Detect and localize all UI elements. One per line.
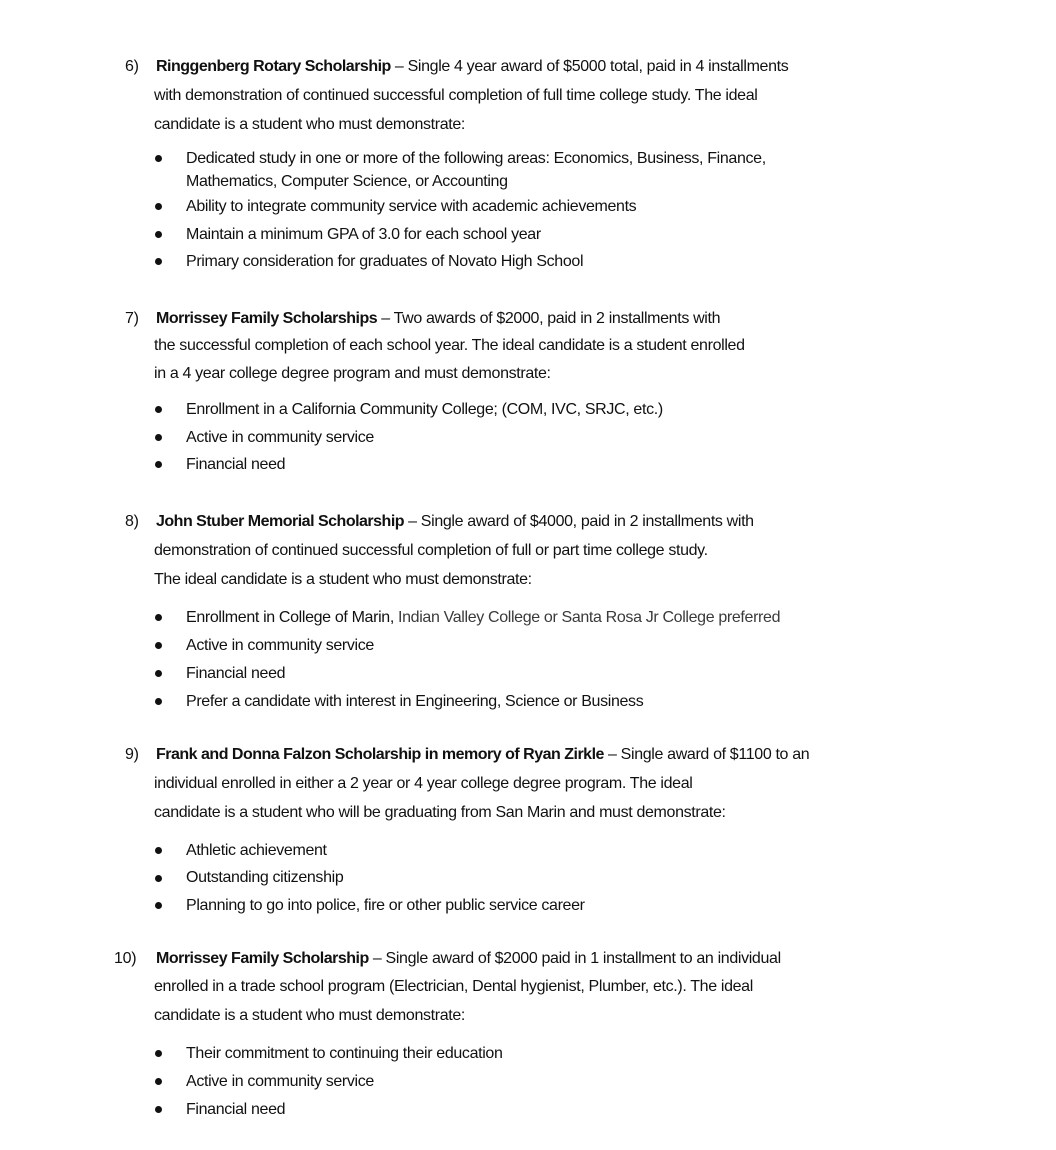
scholarship-heading [156, 512, 754, 532]
item-number: 10) [114, 950, 137, 967]
bullet-icon [155, 847, 162, 854]
description-line: – Single 4 year award of $5000 total, paid in 4 installments [394, 58, 789, 75]
description-line: demonstration of continued successful completion of full or part time college study. [154, 542, 708, 559]
scholarship-name: Morrissey Family Scholarship [156, 950, 369, 967]
scholarship-heading [156, 57, 788, 77]
item-number: 9) [125, 746, 139, 763]
description-line: candidate is a student who must demonstrate: [154, 1007, 466, 1024]
criteria-item: Active in community service [186, 637, 374, 654]
bullet-icon [155, 1106, 162, 1113]
criteria-item: Planning to go into police, fire or other public service career [186, 897, 585, 914]
bullet-icon [155, 902, 162, 909]
description-line: individual enrolled in either a 2 year or 4 year college degree program. The ideal [154, 775, 693, 792]
bullet-icon [155, 231, 162, 238]
description-line: The ideal candidate is a student who must demonstrate: [154, 571, 532, 588]
scholarship-heading [156, 949, 781, 969]
item-number: 8) [125, 513, 139, 530]
bullet-icon [155, 642, 162, 649]
bullet-icon [155, 698, 162, 705]
description-line: candidate is a student who will be graduating from San Marin and must demonstrate: [154, 804, 726, 821]
scholarship-name: Ringgenberg Rotary Scholarship [156, 58, 391, 75]
description-line: in a 4 year college degree program and must demonstrate: [154, 365, 551, 382]
criteria-item: Athletic achievement [186, 842, 327, 859]
scholarship-name: Morrissey Family Scholarships [156, 310, 378, 327]
criteria-text: Enrollment in College of Marin, [186, 609, 399, 626]
criteria-item: Ability to integrate community service with academic achievements [186, 198, 637, 215]
criteria-item: Dedicated study in one or more of the following areas: Economics, Business, Finance, [186, 150, 766, 167]
criteria-item: Outstanding citizenship [186, 869, 344, 886]
criteria-item: Their commitment to continuing their education [186, 1045, 503, 1062]
item-number: 7) [125, 310, 139, 327]
criteria-item: Primary consideration for graduates of Novato High School [186, 253, 584, 270]
bullet-icon [155, 1050, 162, 1057]
bullet-icon [155, 155, 162, 162]
criteria-item [186, 608, 780, 628]
criteria-item: Financial need [186, 456, 286, 473]
description-line: candidate is a student who must demonstrate: [154, 116, 466, 133]
description-line: the successful completion of each school year. The ideal candidate is a student enrolled [154, 337, 745, 354]
scholarship-heading [156, 309, 720, 329]
description-line: enrolled in a trade school program (Electrician, Dental hygienist, Plumber, etc.). The ideal [154, 978, 753, 995]
bullet-icon [155, 614, 162, 621]
bullet-icon [155, 434, 162, 441]
criteria-item: Financial need [186, 665, 286, 682]
criteria-text-continued: Indian Valley College or Santa Rosa Jr College preferred [398, 609, 781, 626]
description-line: – Single award of $4000, paid in 2 installments with [408, 513, 754, 530]
criteria-item: Prefer a candidate with interest in Engineering, Science or Business [186, 693, 644, 710]
criteria-item: Enrollment in a California Community College; (COM, IVC, SRJC, etc.) [186, 401, 663, 418]
bullet-icon [155, 1078, 162, 1085]
bullet-icon [155, 875, 162, 882]
scholarship-heading [156, 745, 809, 765]
criteria-item-continued: Mathematics, Computer Science, or Accounting [186, 173, 508, 190]
description-line: – Single award of $1100 to an [608, 746, 810, 763]
criteria-item: Active in community service [186, 1073, 374, 1090]
bullet-icon [155, 406, 162, 413]
description-line: with demonstration of continued successful completion of full time college study. The ideal [154, 87, 758, 104]
bullet-icon [155, 258, 162, 265]
criteria-item: Active in community service [186, 429, 374, 446]
description-line: – Two awards of $2000, paid in 2 installments with [381, 310, 721, 327]
bullet-icon [155, 203, 162, 210]
criteria-item: Maintain a minimum GPA of 3.0 for each school year [186, 226, 541, 243]
scholarship-name: John Stuber Memorial Scholarship [156, 513, 405, 530]
item-number: 6) [125, 58, 139, 75]
criteria-item: Financial need [186, 1101, 286, 1118]
scholarship-name: Frank and Donna Falzon Scholarship in memory of Ryan Zirkle [156, 746, 604, 763]
bullet-icon [155, 670, 162, 677]
bullet-icon [155, 461, 162, 468]
description-line: – Single award of $2000 paid in 1 installment to an individual [372, 950, 781, 967]
